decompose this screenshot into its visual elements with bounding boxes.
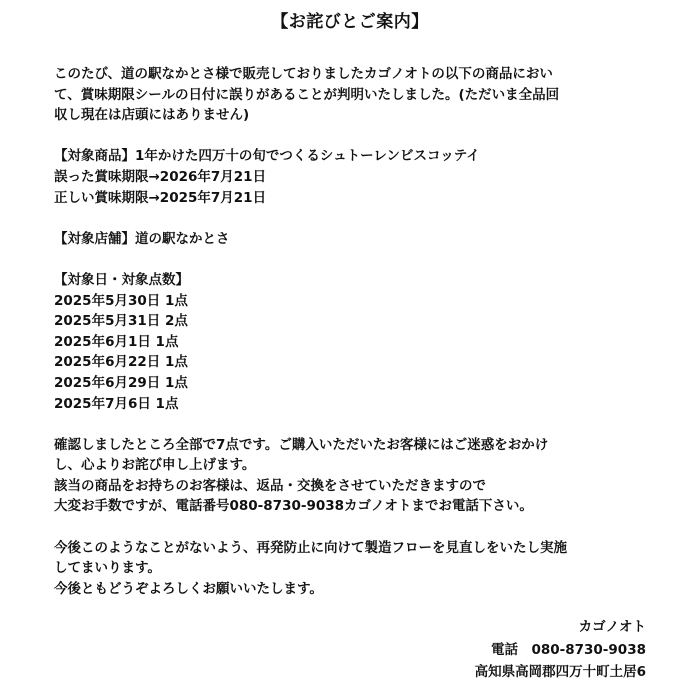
address: 高知県高岡郡四万十町土居6 xyxy=(474,664,646,680)
date-item: 2025年6月29日 1点 xyxy=(54,374,188,391)
store-heading: 【対象店舗】道の駅なかとさ xyxy=(54,230,230,247)
intro-line: て、賞味期限シールの日付に誤りがあることが判明いたしました。(ただいま全品回 xyxy=(54,86,560,103)
correct-date-line: 正しい賞味期限→2025年7月21日 xyxy=(54,189,267,206)
closing-paragraph xyxy=(54,538,664,600)
dates-heading: 【対象日・対象点数】 xyxy=(54,271,189,288)
intro-line: 収し現在は店頭にはありません) xyxy=(54,107,250,124)
date-item: 2025年7月6日 1点 xyxy=(54,395,179,412)
spacer xyxy=(54,208,664,229)
confirmation-line: 大変お手数ですが、電話番号080-8730-9038カゴノオトまでお電話下さい。 xyxy=(54,498,533,515)
closing-line: 今後このようなことがないよう、再発防止に向けて製造フローを見直しをいたし実施 xyxy=(54,539,567,556)
wrong-date-line: 誤った賞味期限→2026年7月21日 xyxy=(54,168,267,185)
spacer xyxy=(54,126,664,147)
spacer xyxy=(54,414,664,435)
spacer xyxy=(54,249,664,270)
confirmation-line: 確認しましたところ全部で7点です。ご購入いただいたお客様にはご迷惑をおかけ xyxy=(54,436,549,453)
date-item: 2025年6月22日 1点 xyxy=(54,354,188,371)
confirmation-line: し、心よりお詫び申し上げます。 xyxy=(54,457,256,474)
date-item: 2025年5月30日 1点 xyxy=(54,292,188,309)
company-name: カゴノオト xyxy=(578,619,646,635)
date-item: 2025年5月31日 2点 xyxy=(54,313,188,330)
product-heading: 【対象商品】1年かけた四万十の旬でつくるシュトーレンビスコッテイ xyxy=(54,148,480,165)
closing-line: 今後ともどうぞよろしくお願いいたします。 xyxy=(54,580,323,597)
dates-section xyxy=(54,270,664,414)
intro-paragraph xyxy=(54,64,664,126)
spacer xyxy=(54,517,664,538)
confirmation-paragraph xyxy=(54,435,664,517)
intro-line: このたび、道の駅なかとさ様で販売しておりましたカゴノオトの以下の商品におい xyxy=(54,66,553,82)
confirmation-line: 該当の商品をお持ちのお客様は、返品・交換をさせていただきますので xyxy=(54,477,486,494)
page-title: 【お詫びとご案内】 xyxy=(271,12,429,32)
signature-block xyxy=(386,616,646,684)
closing-line: してまいります。 xyxy=(54,560,161,577)
notice-body xyxy=(54,64,664,599)
phone-number: 電話 080-8730-9038 xyxy=(490,641,646,658)
store-section xyxy=(54,229,664,250)
product-section xyxy=(54,146,664,208)
date-item: 2025年6月1日 1点 xyxy=(54,333,179,350)
